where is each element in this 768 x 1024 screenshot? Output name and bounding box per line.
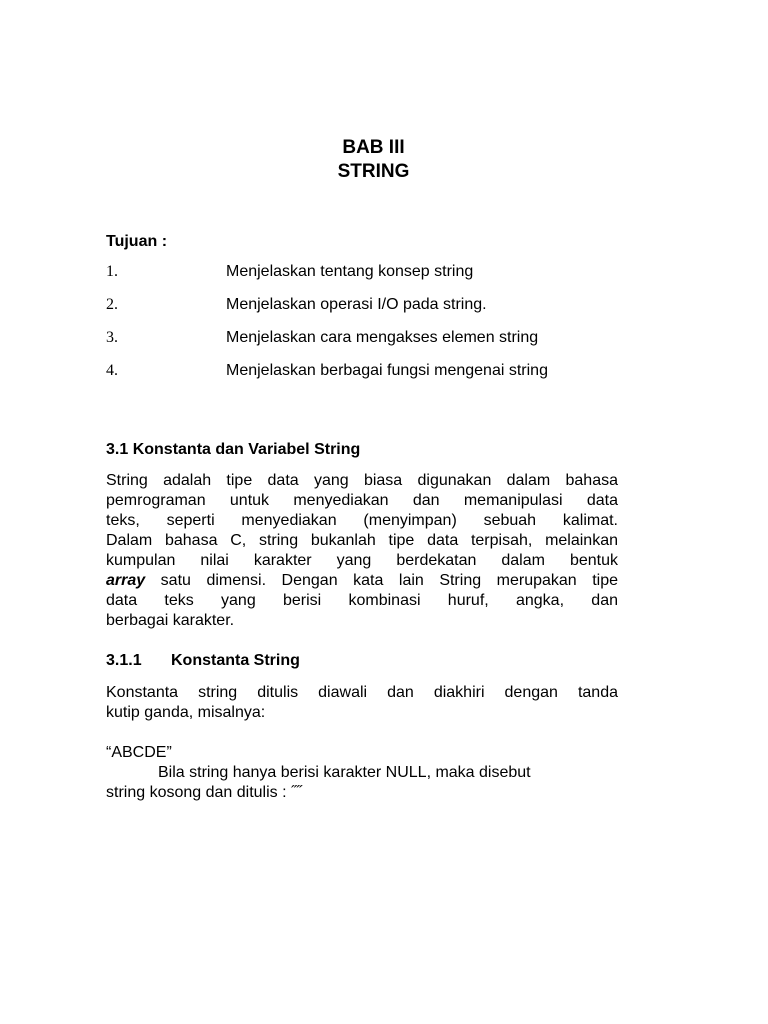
paragraph-line [106,571,618,591]
paragraph-line: kutip ganda, misalnya: [106,704,266,721]
objective-number: 3. [106,329,118,346]
subsection-title: Konstanta String [171,652,300,669]
paragraph-line: Konstanta string ditulis diawali dan diakhiri dengan tanda [106,684,618,701]
chapter-label: BAB III [342,137,405,158]
objective-number: 2. [106,296,118,313]
paragraph-line: berbagai karakter. [106,612,235,629]
objective-text: Menjelaskan operasi I/O pada string. [226,296,487,313]
paragraph-line: teks, seperti menyediakan (menyimpan) sebuah kalimat. [106,512,618,529]
objectives-heading: Tujuan : [106,233,168,250]
emphasis-term: array [106,572,146,589]
chapter-title: STRING [337,161,410,182]
string-example: “ABCDE” [106,744,172,761]
objective-text: Menjelaskan berbagai fungsi mengenai string [226,362,548,379]
objective-number: 1. [106,263,118,280]
paragraph-line: pemrograman untuk menyediakan dan memanipulasi data [106,492,618,509]
objective-text: Menjelaskan cara mengakses elemen string [226,329,539,346]
empty-string-note: string kosong dan ditulis : ˝˝ [106,784,302,801]
paragraph-line: String adalah tipe data yang biasa digunakan dalam bahasa [106,472,618,489]
objective-number: 4. [106,362,118,379]
objective-text: Menjelaskan tentang konsep string [226,263,474,280]
section-heading: 3.1 Konstanta dan Variabel String [106,441,361,458]
subsection-number: 3.1.1 [106,652,142,669]
section-paragraph [106,471,618,631]
subsection-paragraph [106,683,618,723]
empty-string-note: Bila string hanya berisi karakter NULL, maka disebut [158,764,531,781]
paragraph-line-rest: satu dimensi. Dengan kata lain String merupakan tipe [145,572,618,589]
paragraph-line: Dalam bahasa C, string bukanlah tipe data terpisah, melainkan [106,532,618,549]
paragraph-line: kumpulan nilai karakter yang berdekatan dalam bentuk [106,552,618,569]
paragraph-line: data teks yang berisi kombinasi huruf, angka, dan [106,592,618,609]
